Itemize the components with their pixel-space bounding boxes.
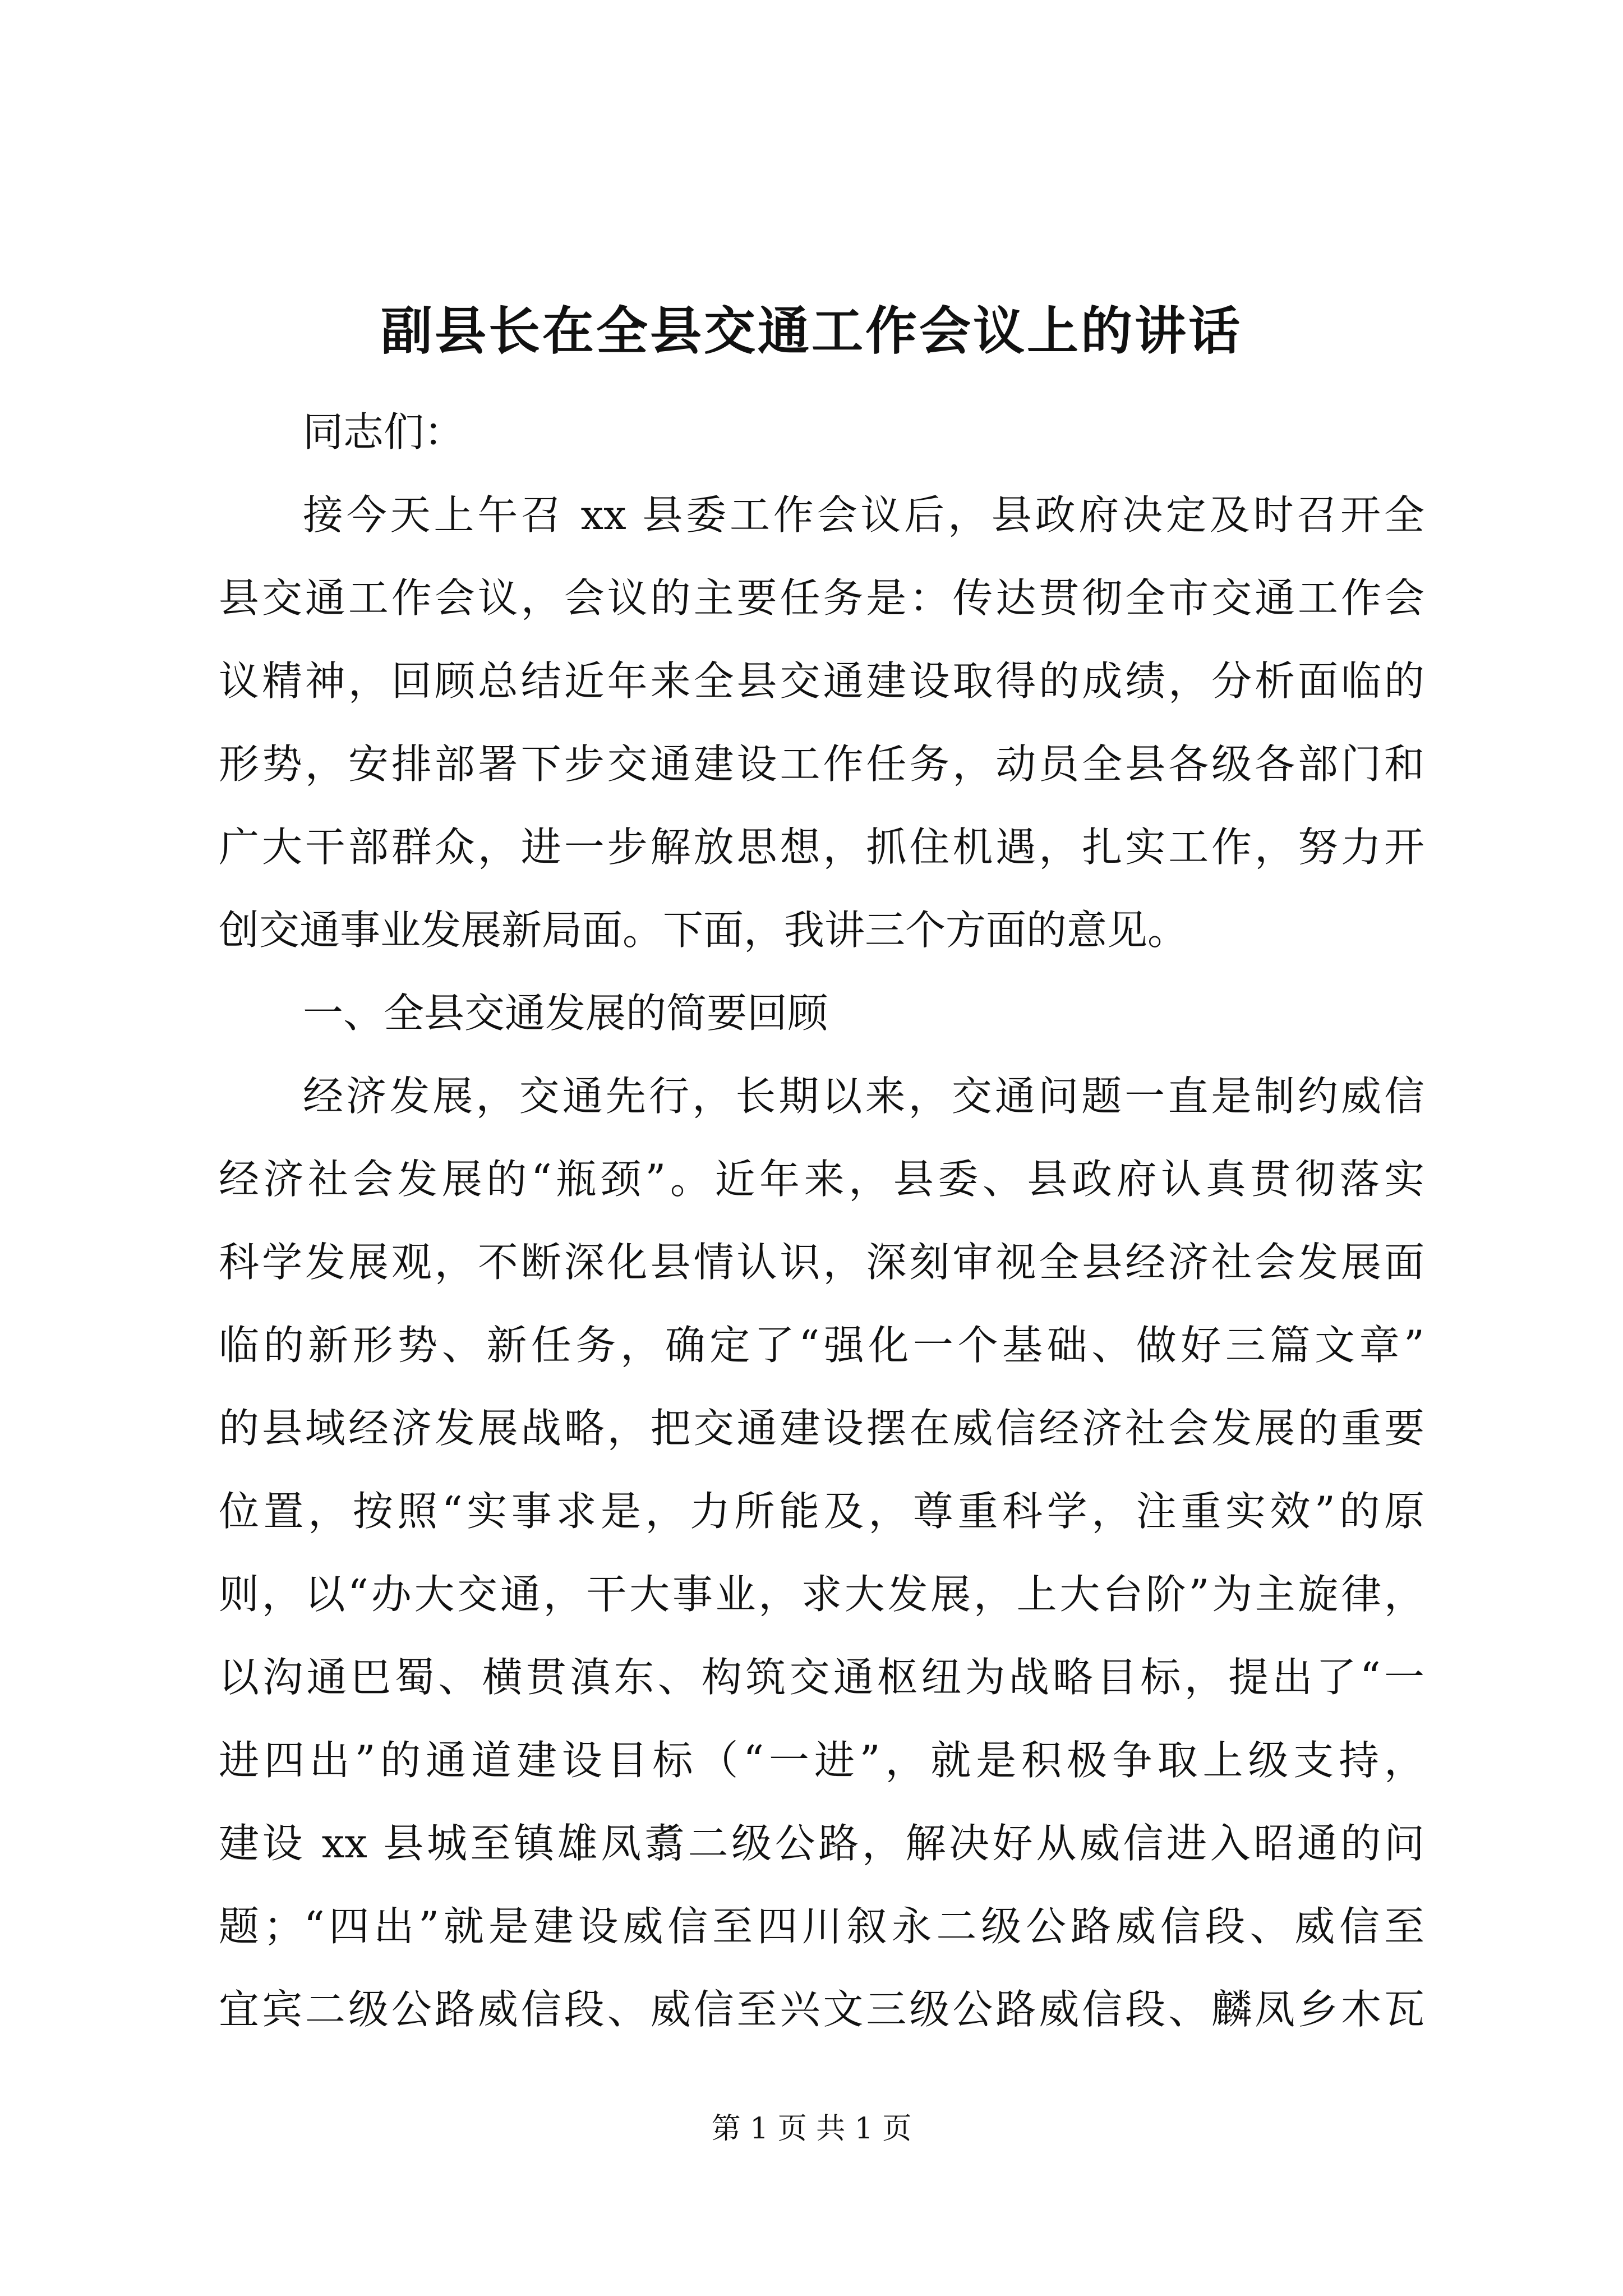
paragraph-line: 创交通事业发展新局面。下面，我讲三个方面的意见。 — [219, 907, 1188, 954]
salutation-line: 同志们： — [303, 408, 465, 455]
paragraph-line: 临的新形势、新任务，确定了“强化一个基础、做好三篇文章” — [219, 1322, 1424, 1369]
document-body — [219, 390, 1424, 2051]
paragraph-line: 进四出”的通道建设目标（“一进”，就是积极争取上级支持， — [219, 1737, 1424, 1784]
paragraph-line: 经济社会发展的“瓶颈”。近年来，县委、县政府认真贯彻落实 — [219, 1156, 1424, 1203]
paragraph-line: 接今天上午召 xx 县委工作会议后，县政府决定及时召开全 — [303, 491, 1424, 539]
paragraph-line: 广大干部群众，进一步解放思想，抓住机遇，扎实工作，努力开 — [219, 823, 1424, 871]
section-heading: 一、全县交通发展的简要回顾 — [303, 990, 828, 1037]
document-title: 副县长在全县交通工作会议上的讲话 — [380, 301, 1242, 361]
paragraph-line: 宜宾二级公路威信段、威信至兴文三级公路威信段、麟凤乡木瓦 — [219, 1986, 1424, 2033]
paragraph-line: 以沟通巴蜀、横贯滇东、构筑交通枢纽为战略目标，提出了“一 — [219, 1654, 1424, 1701]
paragraph-line: 的县域经济发展战略，把交通建设摆在威信经济社会发展的重要 — [219, 1405, 1424, 1452]
paragraph-line: 建设 xx 县城至镇雄凤翥二级公路，解决好从威信进入昭通的问 — [219, 1820, 1424, 1867]
paragraph-line: 科学发展观，不断深化县情认识，深刻审视全县经济社会发展面 — [219, 1239, 1424, 1286]
paragraph-line: 则，以“办大交通，干大事业，求大发展，上大台阶”为主旋律， — [219, 1571, 1424, 1618]
paragraph-line: 议精神，回顾总结近年来全县交通建设取得的成绩，分析面临的 — [219, 657, 1424, 705]
paragraph-line: 县交通工作会议，会议的主要任务是：传达贯彻全市交通工作会 — [219, 574, 1424, 622]
page-footer: 第 1 页 共 1 页 — [711, 2112, 912, 2146]
paragraph-line: 题；“四出”就是建设威信至四川叙永二级公路威信段、威信至 — [219, 1903, 1424, 1950]
paragraph-line: 形势，安排部署下步交通建设工作任务，动员全县各级各部门和 — [219, 740, 1424, 788]
paragraph-line: 位置，按照“实事求是，力所能及，尊重科学，注重实效”的原 — [219, 1488, 1424, 1535]
paragraph-line: 经济发展，交通先行，长期以来，交通问题一直是制约威信 — [303, 1073, 1424, 1120]
